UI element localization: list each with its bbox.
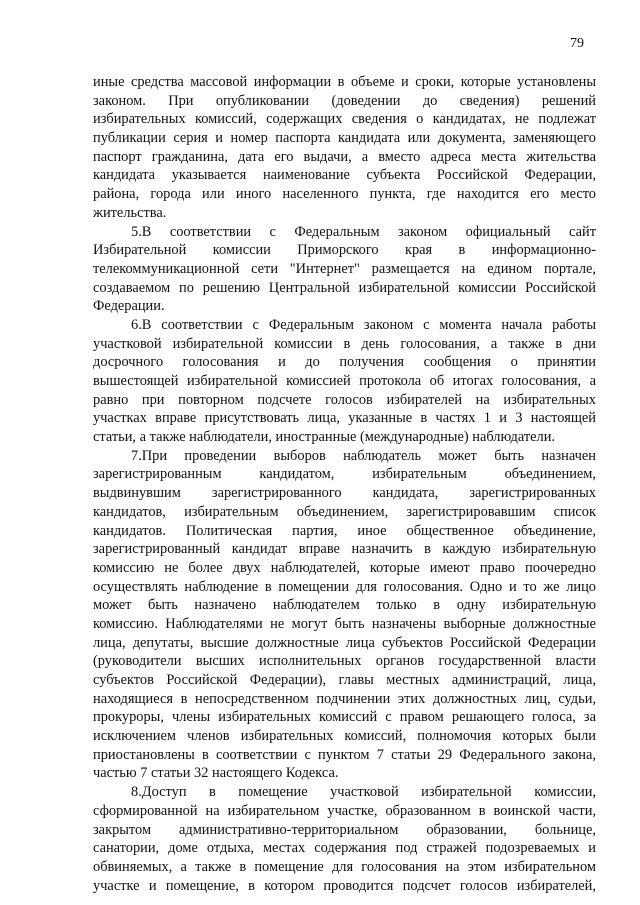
text-line: законом. При опубликовании (доведении до сведения) решений [93,92,596,109]
text-line: иные средства массовой информации в объеме и сроки, которые установлены [93,74,596,90]
text-line: осуществлять наблюдение в помещении для голосования. Одно и то же лицо [93,578,596,595]
text-line: участке и помещение, в котором проводится подсчет голосов избирателей, [93,877,596,894]
text-line: может быть назначено наблюдателем только в одну избирательную [93,597,596,614]
text-line: Федерации. [93,298,165,315]
text-line: частью 7 статьи 32 настоящего Кодекса. [93,765,339,782]
text-line: кандидатов, избирательным объединением, зарегистрировавшим список [93,503,596,520]
text-line: закрытом административно-территориальном образовании, больнице, [93,821,596,838]
text-line: равно при повторном подсчете голосов избирателей на избирательных [93,391,596,408]
text-line: лица, депутаты, высшие должностные лица субъектов Российской Федерации [93,634,596,651]
text-line: паспорт гражданина, дата его выдачи, а вместо адреса места жительства [93,148,596,165]
text-line: района, города или иного населенного пункта, где находится его место [93,186,596,203]
paragraph-first-line: 5.В соответствии с Федеральным законом официальный сайт [131,223,596,240]
text-line: комиссию. Наблюдателями не могут быть назначены выборные должностные [93,615,596,632]
text-line: избирательных комиссий, содержащих сведения о кандидатах, не подлежат [93,111,596,128]
text-line: находящиеся в непосредственном подчинении этих должностных лиц, судьи, [93,690,596,707]
text-line: досрочного голосования и до получения сообщения о принятии [93,354,596,371]
text-line: приостановлены в соответствии с пунктом 7 статьи 29 Федерального закона, [93,746,596,763]
text-line: обвиняемых, а также в помещение для голосования на этом избирательном [93,858,596,875]
text-line: телекоммуникационной сети "Интернет" размещается на едином портале, [93,260,596,277]
paragraph-first-line: 7.При проведении выборов наблюдатель может быть назначен [131,447,596,464]
text-line: вышестоящей избирательной комиссией протокола об итогах голосования, а [93,373,596,389]
paragraph-first-line: 8.Доступ в помещение участковой избирательной комиссии, [131,784,596,801]
text-line: (руководители высших исполнительных органов государственной власти [93,653,596,670]
text-line: выдвинувшим зарегистрированного кандидата, зарегистрированных [93,485,596,502]
text-line: создаваемом по решению Центральной избирательной комиссии Российской [93,279,596,296]
paragraph-first-line: 6.В соответствии с Федеральным законом с момента начала работы [131,316,596,333]
text-line: жительства. [93,204,167,221]
text-line: комиссию не более двух наблюдателей, которые имеют право поочередно [93,559,596,576]
text-line: публикации серия и номер паспорта кандидата или документа, заменяющего [93,130,596,147]
text-line: исключением членов избирательных комиссий, полномочия которых были [93,728,596,745]
text-line: кандидатов. Политическая партия, иное общественное объединение, [93,522,596,539]
text-line: участковой избирательной комиссии в день голосования, а также в дни [93,335,596,352]
text-line: статьи, а также наблюдатели, иностранные (международные) наблюдатели. [93,429,555,446]
text-line: прокуроры, члены избирательных комиссий с правом решающего голоса, за [93,709,596,726]
text-line: участках вправе присутствовать лица, указанные в частях 1 и 3 настоящей [93,410,596,427]
text-line: сформированной на избирательном участке, образованном в воинской части, [93,802,596,819]
text-line: зарегистрированным кандидатом, избирательным объединением, [93,466,596,483]
page-number: 79 [570,36,584,51]
text-line: кандидата указывается наименование субъекта Российской Федерации, [93,167,596,184]
text-line: зарегистрированный кандидат вправе назначить в каждую избирательную [93,541,596,558]
body-text [93,73,596,895]
text-line: субъектов Российской Федерации), главы местных администраций, лица, [93,672,596,688]
text-line: Избирательной комиссии Приморского края в информационно- [93,242,596,259]
text-line: санатории, доме отдыха, местах содержания под стражей подозреваемых и [93,840,596,857]
